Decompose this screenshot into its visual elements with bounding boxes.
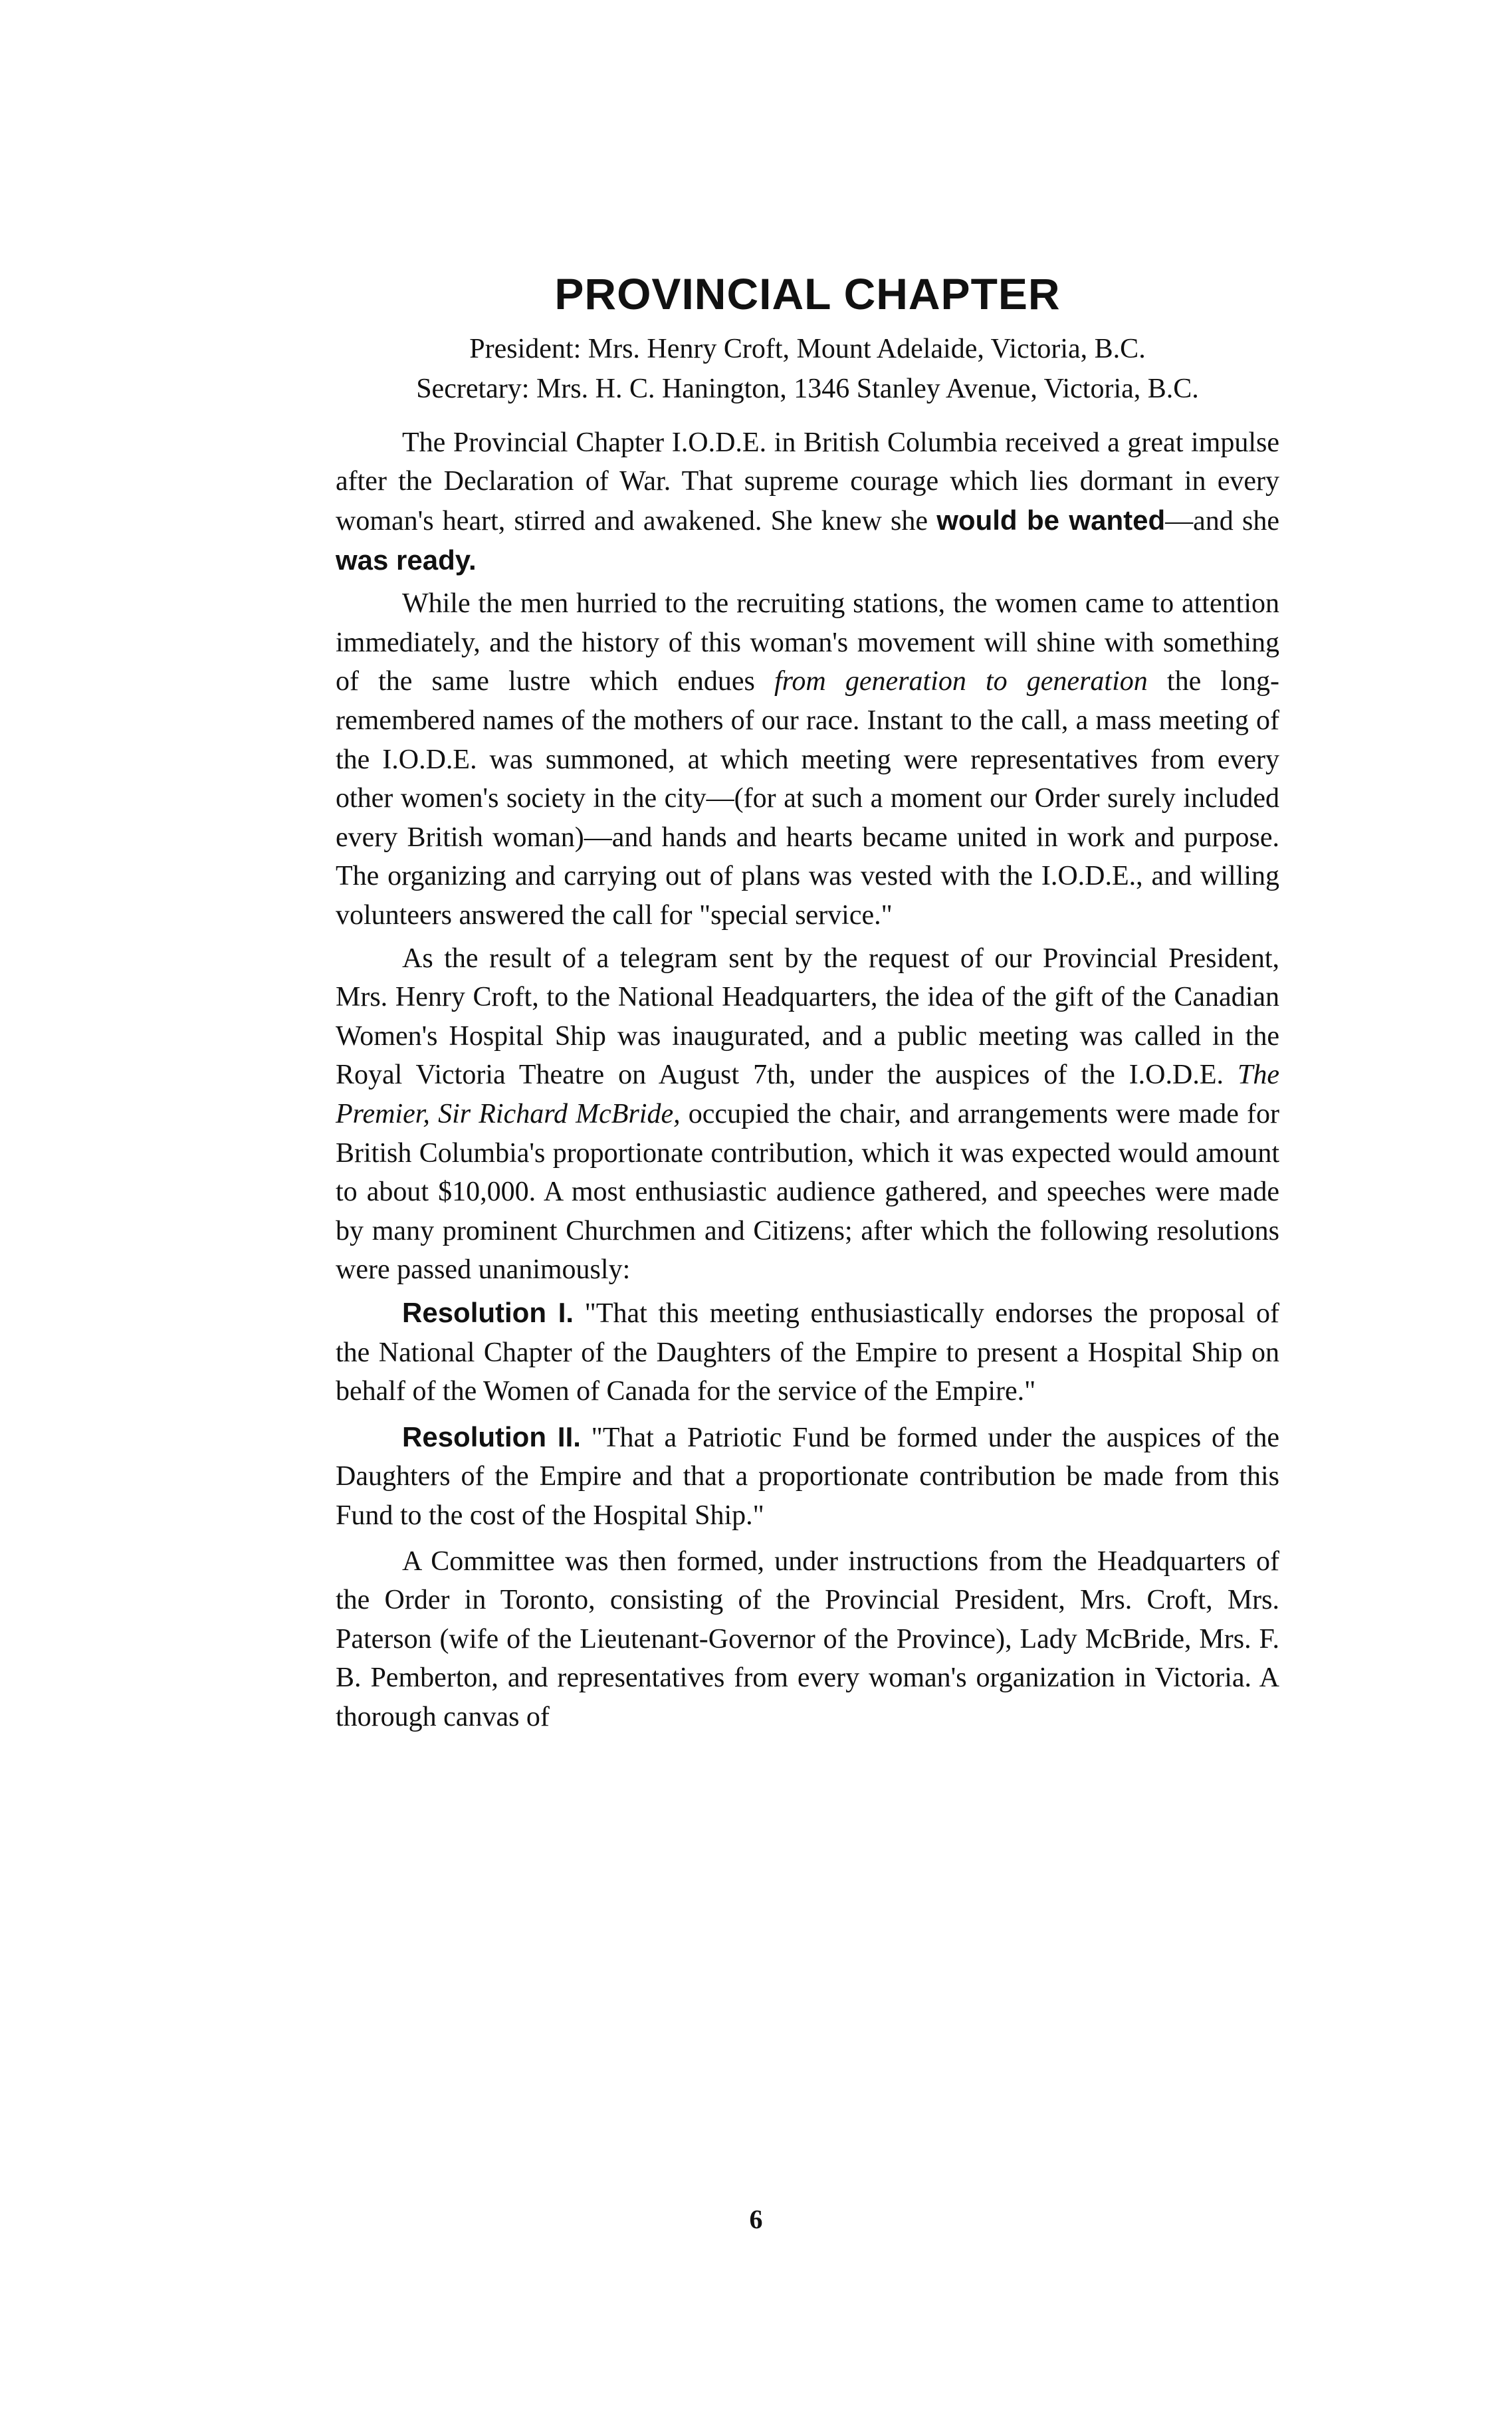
paragraph-committee: A Committee was then formed, under instructions from the Headquarters of the Order in Toronto, consisting of the Provincial President, Mrs. Croft, Mrs. Paterson (wife of the Lieutenant-Governor of the Province), Lady McBride, Mrs. F. B. Pemberton, and representatives from every woman's organization in Victoria. A thorough canvas of: [336, 1546, 1279, 1732]
resolution-1: [336, 1294, 1279, 1411]
paragraph-mass-meeting: [336, 584, 1279, 935]
paragraph-text: the long-remembered names of the mothers of our race. Instant to the call, a mass meeting of the I.O.D.E. was summoned, at which meeting were representatives from every other women's society in the city—(for at such a moment our Order surely included every British woman)—and hands and hearts became united in work and purpose. The organizing and carrying out of plans was vested with the I.O.D.E., and willing volunteers answered the call for "special service.": [336, 666, 1279, 931]
emphasis-would-be-wanted: would be wanted: [936, 505, 1166, 536]
paragraph-text: As the result of a telegram sent by the request of our Provincial President, Mrs. Henry Croft, to the National Headquarters, the idea of the gift of the Canadian Women's Hospital Ship was inaugurated, and a public meeting was called in the Royal Victoria Theatre on August 7th, under the auspices of the I.O.D.E.: [336, 943, 1279, 1091]
body-text: [336, 423, 1279, 1737]
resolution-2: [336, 1418, 1279, 1536]
paragraph-text: —and she: [1165, 506, 1279, 537]
emphasis-was-ready: was ready.: [336, 544, 477, 576]
paragraph-text: occupied the chair, and arrangements were made for British Columbia's proportionate contribution, which it was expected would amount to about $10,000. A most enthusiastic audience gathered, and speeches were made by many prominent Churchmen and Citizens; after which the following resolutions were passed unanimously:: [336, 1098, 1279, 1286]
secretary-line: Secretary: Mrs. H. C. Hanington, 1346 Stanley Avenue, Victoria, B.C.: [416, 373, 1199, 404]
paragraph-hospital-ship: [336, 939, 1279, 1290]
paragraph-declaration-of-war: [336, 423, 1279, 580]
chapter-title: PROVINCIAL CHAPTER: [554, 269, 1061, 318]
paragraph-text: The Provincial Chapter I.O.D.E. in British Columbia received a great impulse after the Declaration of War. That supreme courage which lies dormant in every woman's heart, stirred and awakened. She knew she: [336, 427, 1279, 537]
resolution-1-label: Resolution I.: [402, 1296, 574, 1328]
president-line: President: Mrs. Henry Croft, Mount Adelaide, Victoria, B.C.: [469, 333, 1146, 364]
resolution-2-text: "That a Patriotic Fund be formed under the auspices of the Daughters of the Empire and that a proportionate contribution be made from this Fund to the cost of the Hospital Ship.": [336, 1422, 1280, 1531]
page-number: 6: [749, 2204, 763, 2234]
emphasis-generation: from generation to generation: [774, 666, 1148, 697]
page-content: [336, 269, 1279, 1740]
emphasis-premier: The Premier, Sir Richard McBride,: [336, 1060, 1279, 1129]
resolution-2-label: Resolution II.: [402, 1421, 581, 1452]
resolution-1-text: "That this meeting enthusiastically endorses the proposal of the National Chapter of the Daughters of the Empire to present a Hospital Ship on behalf of the Women of Canada for the service of the Empire.": [336, 1298, 1280, 1407]
paragraph-text: While the men hurried to the recruiting stations, the women came to attention immediately, and the history of this woman's movement will shine with something of the same lustre which endues: [336, 588, 1279, 697]
